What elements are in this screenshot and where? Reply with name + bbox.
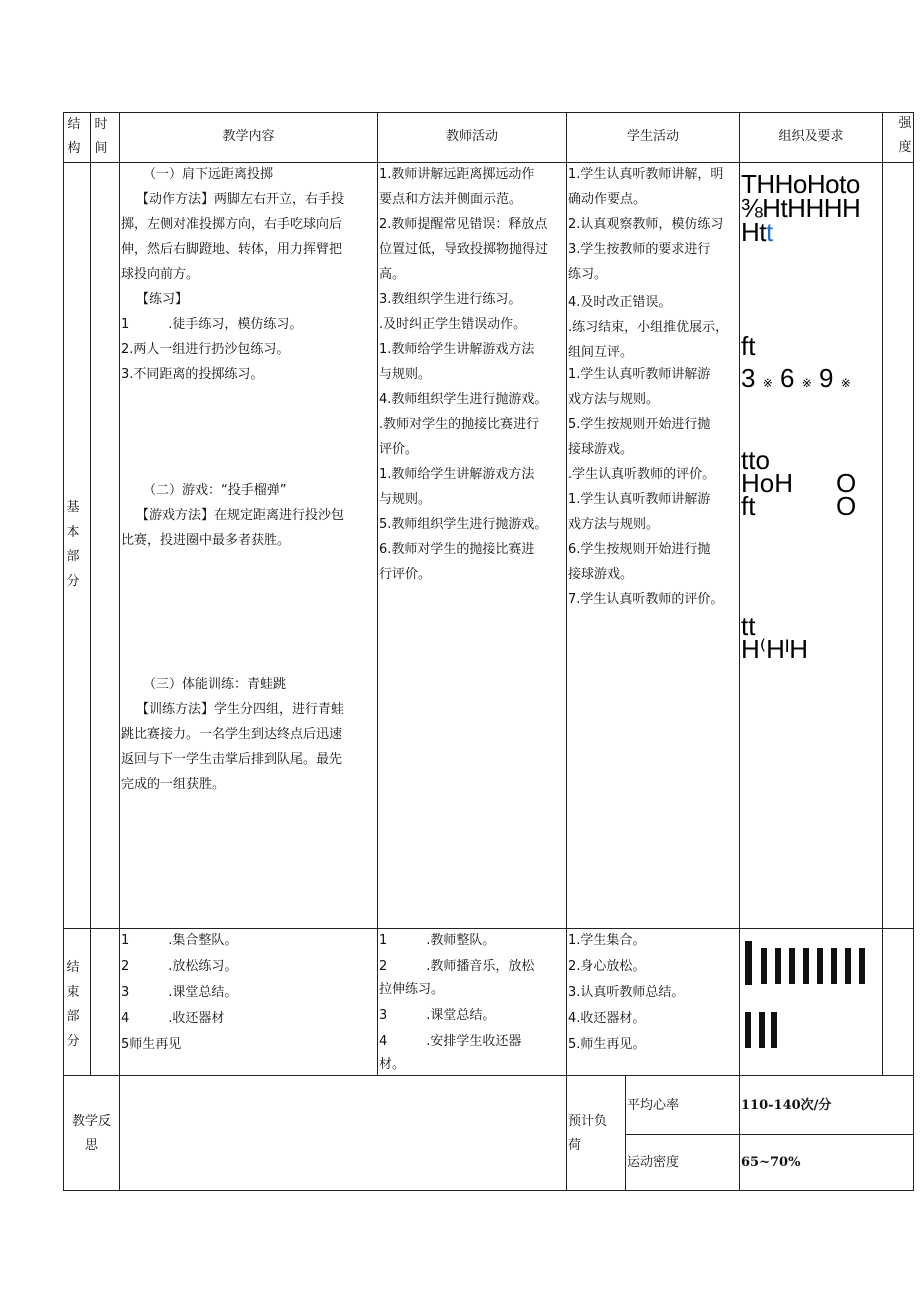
- ending-content-line: 5师生再见: [121, 1037, 182, 1052]
- rule-right: [913, 112, 914, 1191]
- formation-bar: [845, 948, 851, 984]
- ending-student-line: 1.学生集合。: [568, 933, 646, 948]
- teacher-line: 高。: [379, 267, 406, 282]
- student-line: 接球游戏。: [568, 442, 634, 457]
- student-line: 练习。: [568, 267, 608, 282]
- teacher-line: 与规则。: [379, 492, 432, 507]
- formation-diagram-throw: THHoHoto ⅜HtHHHH Htt: [741, 169, 861, 247]
- student-line: 5.学生按规则开始进行抛: [568, 417, 711, 432]
- formation-bar: [789, 948, 795, 984]
- ending-teacher-line: 拉伸练习。: [379, 982, 445, 997]
- reflection-label: 教学反 思: [71, 1114, 111, 1153]
- formation-diagram-game: tto HoH O ft O: [741, 445, 857, 521]
- formation-bar: [771, 1012, 777, 1048]
- ending-content-line: 3 .课堂总结。: [121, 985, 238, 1000]
- header-content: 教学内容: [222, 129, 275, 144]
- student-line: 4.及时改正错误。: [568, 295, 672, 310]
- rule-col-intensity: [882, 112, 883, 1075]
- teacher-line: 1.教师给学生讲解游戏方法: [379, 342, 535, 357]
- ending-student-line: 5.师生再见。: [568, 1037, 646, 1052]
- formation-diagram-fitness: tt H⁽HᴵH: [741, 611, 809, 664]
- ending-student-line: 4.收还器材。: [568, 1011, 646, 1026]
- rule-col-value: [739, 1075, 740, 1191]
- content-line: 跳比赛接力。一名学生到达终点后迅速: [121, 727, 343, 742]
- ending-content-line: 4 .收还器材: [121, 1011, 225, 1026]
- rule-top: [63, 112, 914, 113]
- teacher-line: 1.教师讲解远距离掷远动作: [379, 167, 535, 182]
- formation-bar: [817, 948, 823, 984]
- student-line: 接球游戏。: [568, 567, 634, 582]
- student-line: 1.学生认真听教师讲解游: [568, 492, 711, 507]
- content-line: 1 .徒手练习，模仿练习。: [121, 317, 303, 332]
- ending-content-line: 2 .放松练习。: [121, 959, 238, 974]
- rule-load-middle: [625, 1134, 914, 1135]
- formation-bar: [745, 941, 752, 985]
- rule-col-content: [119, 112, 120, 1191]
- rule-ending-bottom: [63, 1075, 914, 1076]
- teacher-line: 6.教师对学生的抛接比赛进: [379, 542, 535, 557]
- content-line: 球投向前方。: [121, 267, 200, 282]
- teacher-line: 要点和方法并侧面示范。: [379, 192, 523, 207]
- formation-bar: [859, 948, 865, 984]
- content-line: 3.不同距离的投掷练习。: [121, 367, 264, 382]
- student-line: 1.学生认真听教师讲解游: [568, 367, 711, 382]
- content-line: 【游戏方法】在规定距离进行投沙包: [136, 508, 345, 523]
- content-heading-fitness: （三）体能训练：青蛙跳: [143, 677, 287, 692]
- formation-bar: [761, 948, 767, 984]
- student-line: 3.学生按教师的要求进行: [568, 242, 711, 257]
- content-line: 【训练方法】学生分四组，进行青蛙: [136, 702, 345, 717]
- ending-teacher-line: 2 .教师播音乐，放松: [379, 959, 535, 974]
- header-teacher: 教师活动: [445, 129, 498, 144]
- ending-content-line: 1 .集合整队。: [121, 933, 238, 948]
- teacher-line: 与规则。: [379, 367, 432, 382]
- student-line: 2.认真观察教师，模仿练习: [568, 217, 724, 232]
- formation-bar: [803, 948, 809, 984]
- content-line: 2.两人一组进行扔沙包练习。: [121, 342, 290, 357]
- ending-student-line: 2.身心放松。: [568, 959, 646, 974]
- content-line: 伸，然后右脚蹬地、转体，用力挥臂把: [121, 242, 343, 257]
- ending-teacher-line: 材。: [379, 1057, 406, 1072]
- content-practice-heading: 【练习】: [136, 292, 189, 307]
- formation-bar: [831, 948, 837, 984]
- header-org: 组织及要求: [778, 129, 844, 144]
- heart-rate-value: 110-140次/分: [741, 1098, 832, 1113]
- content-line: 返回与下一学生击掌后排到队尾。最先: [121, 752, 343, 767]
- teacher-line: 行评价。: [379, 567, 432, 582]
- student-line: .学生认真听教师的评价。: [568, 467, 716, 482]
- header-structure: 结 构: [67, 117, 81, 156]
- teacher-line: 5.教师组织学生进行抛游戏。: [379, 517, 548, 532]
- load-label: 预计负 荷: [568, 1114, 608, 1153]
- student-line: 组间互评。: [568, 345, 634, 360]
- rule-col-time: [90, 112, 91, 1075]
- rule-col-student: [566, 112, 567, 1191]
- header-intensity: 强 度: [898, 116, 912, 155]
- rule-table-bottom: [63, 1190, 914, 1191]
- header-student: 学生活动: [626, 129, 679, 144]
- teacher-line: 1.教师给学生讲解游戏方法: [379, 467, 535, 482]
- ending-student-line: 3.认真听教师总结。: [568, 985, 685, 1000]
- content-heading-throw: （一）肩下远距离投掷: [143, 167, 274, 182]
- density-label: 运动密度: [627, 1155, 680, 1170]
- ending-teacher-line: 3 .课堂总结。: [379, 1008, 496, 1023]
- student-line: 1.学生认真听教师讲解，明: [568, 167, 724, 182]
- teacher-line: 评价。: [379, 442, 419, 457]
- formation-bar: [775, 948, 781, 984]
- formation-bar: [745, 1012, 751, 1048]
- section-label-ending: 结 束 部 分: [66, 960, 80, 1049]
- formation-bar: [759, 1012, 765, 1048]
- student-line: 7.学生认真听教师的评价。: [568, 592, 724, 607]
- student-line: 6.学生按规则开始进行抛: [568, 542, 711, 557]
- ending-teacher-line: 1 .教师整队。: [379, 933, 496, 948]
- rule-col-load: [625, 1075, 626, 1191]
- teacher-line: .教师对学生的抛接比赛进行: [379, 417, 540, 432]
- ending-teacher-line: 4 .安排学生收还器: [379, 1034, 522, 1049]
- content-line: 【动作方法】两脚左右开立，右手投: [136, 192, 345, 207]
- student-line: .练习结束，小组推优展示，: [568, 320, 729, 335]
- header-time: 时 间: [94, 117, 108, 156]
- student-line: 确动作要点。: [568, 192, 647, 207]
- density-value: 65~70%: [741, 1155, 801, 1170]
- teacher-line: 位置过低，导致投掷物抛得过: [379, 242, 549, 257]
- teacher-line: 2.教师提醒常见错误：释放点: [379, 217, 548, 232]
- content-line: 掷，左侧对准投掷方向，右手吃球向后: [121, 217, 343, 232]
- formation-diagram-practice: ft 3 ※ 6 ※ 9 ※: [741, 331, 851, 393]
- student-line: 戏方法与规则。: [568, 392, 660, 407]
- teacher-line: .及时纠正学生错误动作。: [379, 317, 527, 332]
- teacher-line: 3.教组织学生进行练习。: [379, 292, 522, 307]
- heart-rate-label: 平均心率: [627, 1098, 680, 1113]
- student-line: 戏方法与规则。: [568, 517, 660, 532]
- section-label-basic: 基 本 部 分: [66, 500, 80, 589]
- rule-col-teacher: [377, 112, 378, 1075]
- teacher-line: 4.教师组织学生进行抛游戏。: [379, 392, 548, 407]
- rule-col-org: [739, 112, 740, 1075]
- content-heading-game: （二）游戏：“投手榴弹”: [143, 483, 287, 498]
- content-line: 比赛，投进圈中最多者获胜。: [121, 533, 291, 548]
- content-line: 完成的一组获胜。: [121, 777, 226, 792]
